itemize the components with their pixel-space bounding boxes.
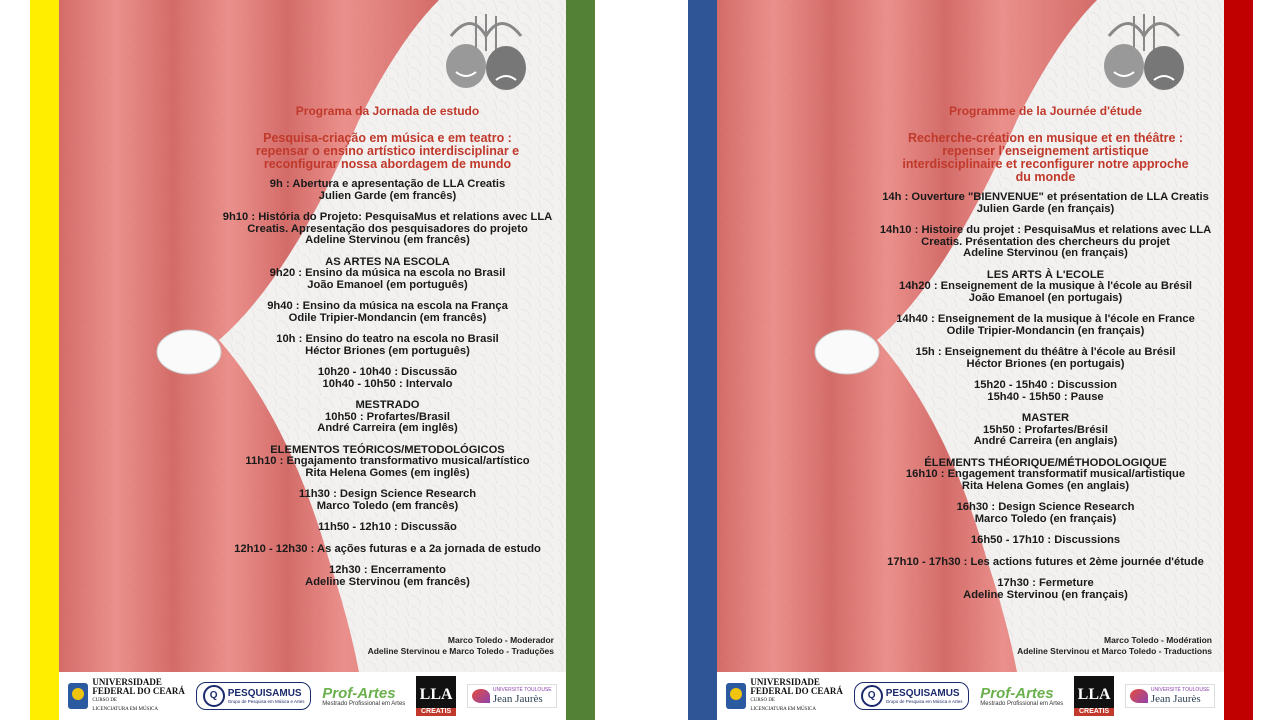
schedule-item: 9h : Abertura e apresentação de LLA Creatis Julien Garde (em francês) — [269, 178, 506, 202]
schedule-item: 15h20 - 15h40 : Discussion 15h40 - 15h50 : Pause — [973, 379, 1117, 403]
yellow-side-bar — [30, 0, 59, 720]
schedule-item: 14h40 : Enseignement de la musique à l'école en France Odile Tripier-Mondancin (en français) — [896, 313, 1195, 337]
schedule-item: 14h : Ouverture "BIENVENUE" et présentation de LLA Creatis Julien Garde (en français) — [882, 191, 1209, 215]
green-side-bar — [566, 0, 595, 720]
schedule-item: 12h10 - 12h30 : As ações futuras e a 2a jornada de estudo — [234, 542, 541, 555]
pesquisamus-q-icon: Q — [861, 685, 883, 707]
schedule-item: 17h10 - 17h30 : Les actions futures et 2ème journée d'étude — [887, 555, 1204, 568]
ut-jean-jaures-logo: UNIVERSITÉ TOULOUSE Jean Jaurès — [1125, 676, 1215, 716]
schedule-item: 11h50 - 12h10 : Discussão — [318, 521, 457, 533]
schedule-item: 11h30 : Design Science Research Marco Toledo (em francês) — [298, 488, 477, 512]
schedule-item: 9h10 : História do Projeto: PesquisaMus et relations avec LLA Creatis. Apresentação dos pesquisadores do projeto Adeline Stervinou (em francês) — [222, 211, 553, 246]
schedule-item: 16h30 : Design Science Research Marco Toledo (en français) — [956, 501, 1135, 525]
schedule-item: ÉLEMENTS THÉORIQUE/MÉTHODOLOGIQUE 16h10 : Engagement transformatif musical/artistique Rita Helena Gomes (en anglais) — [905, 456, 1186, 492]
credits: Marco Toledo - Modération Adeline Stervinou et Marco Toledo - Traductions — [1017, 635, 1212, 656]
poster-background — [717, 0, 1224, 720]
ut-mark-icon — [1130, 689, 1148, 703]
program-subtitle: Pesquisa-criação em música e em teatro : repensar o ensino artístico interdisciplinar e reconfigurar nossa abordagem de mundo — [255, 131, 520, 171]
schedule-item: 10h : Ensino do teatro na escola no Brasil Héctor Briones (em português) — [276, 333, 499, 357]
schedule-item: 14h10 : Histoire du projet : PesquisaMus et relations avec LLA Creatis. Présentation des chercheurs du projet Adeline Stervinou (en français) — [879, 224, 1212, 259]
lla-creatis-logo: LLA CREATIS — [416, 676, 456, 716]
program-subtitle: Recherche-création en musique et en théâtre : repenser l'enseignement artistique interdisciplinaire et reconfigurer notre approche du monde — [902, 131, 1189, 184]
schedule-item: ELEMENTOS TEÓRICOS/METODOLÓGICOS 11h10 : Engajamento transformativo musical/artístico Rita Helena Gomes (em inglês) — [245, 443, 530, 479]
schedule-item: MASTER 15h50 : Profartes/Brésil André Carreira (en anglais) — [973, 412, 1118, 447]
poster-background — [59, 0, 566, 720]
pesquisamus-q-icon: Q — [203, 685, 225, 707]
credits: Marco Toledo - Moderador Adeline Stervinou e Marco Toledo - Traduções — [367, 635, 554, 656]
logo-strip — [717, 672, 1224, 720]
program-title: Programa da Jornada de estudo — [295, 104, 480, 118]
profartes-logo: Prof-Artes Mestrado Profissional em Artes — [980, 684, 1064, 707]
schedule-item: 17h30 : Fermeture Adeline Stervinou (en français) — [963, 577, 1128, 601]
program-title: Programme de la Journée d'étude — [949, 104, 1142, 118]
poster-french — [688, 0, 1253, 720]
schedule-item: MESTRADO 10h50 : Profartes/Brasil André Carreira (em inglês) — [317, 399, 458, 434]
ufc-crest-icon — [68, 683, 88, 709]
red-side-bar — [1224, 0, 1253, 720]
pesquisamus-logo: Q PESQUISAMUS Grupo de Pesquisa em Música e Artes — [854, 676, 970, 716]
ut-mark-icon — [472, 689, 490, 703]
ufc-logo: UNIVERSIDADE FEDERAL DO CEARÁ CURSO DE LICENCIATURA EM MÚSICA — [726, 676, 843, 716]
logo-strip — [59, 672, 566, 720]
schedule-item: LES ARTS À L'ECOLE 14h20 : Enseignement de la musique à l'école au Brésil João Emanoel (en portugais) — [898, 268, 1193, 304]
program-content-pt — [59, 100, 566, 598]
schedule-item: 16h50 - 17h10 : Discussions — [970, 534, 1121, 546]
schedule-item: AS ARTES NA ESCOLA 9h20 : Ensino da música na escola no Brasil João Emanoel (em português) — [269, 255, 506, 291]
blue-side-bar — [688, 0, 717, 720]
pesquisamus-logo: Q PESQUISAMUS Grupo de Pesquisa em Música e Artes — [196, 676, 312, 716]
lla-creatis-logo: LLA CREATIS — [1074, 676, 1114, 716]
schedule-item: 10h20 - 10h40 : Discussão 10h40 - 10h50 : Intervalo — [317, 366, 458, 390]
poster-portuguese — [30, 0, 595, 720]
theater-masks-lyre-icon — [1089, 6, 1199, 102]
ut-jean-jaures-logo: UNIVERSITÉ TOULOUSE Jean Jaurès — [467, 676, 557, 716]
profartes-logo: Prof-Artes Mestrado Profissional em Artes — [322, 684, 406, 707]
ufc-logo: UNIVERSIDADE FEDERAL DO CEARÁ CURSO DE LICENCIATURA EM MÚSICA — [68, 676, 185, 716]
program-content-fr — [717, 100, 1224, 611]
theater-masks-lyre-icon — [431, 6, 541, 102]
ufc-crest-icon — [726, 683, 746, 709]
schedule-item: 12h30 : Encerramento Adeline Stervinou (em francês) — [305, 564, 470, 588]
schedule-item: 15h : Enseignement du théâtre à l'école au Brésil Héctor Briones (en portugais) — [915, 346, 1176, 370]
schedule-item: 9h40 : Ensino da música na escola na França Odile Tripier-Mondancin (em francês) — [267, 300, 508, 324]
